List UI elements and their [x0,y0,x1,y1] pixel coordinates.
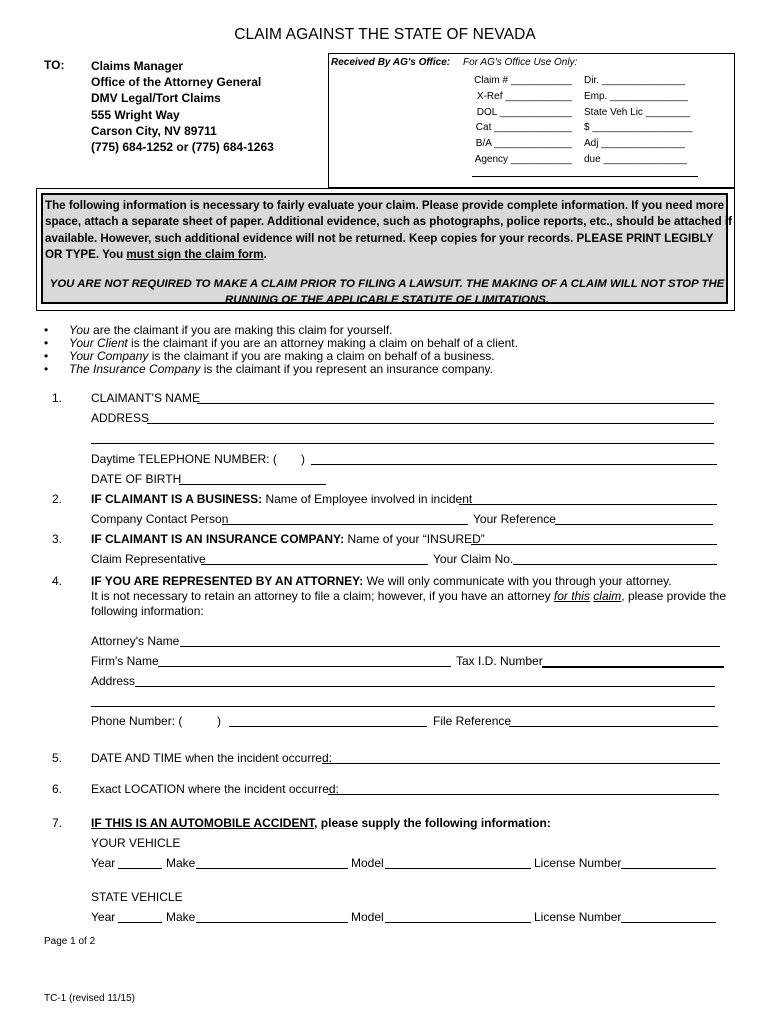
bullet-text: is the claimant if you are an attorney making a claim on behalf of a client. [127,336,518,351]
office-field[interactable]: Emp. ______________ [584,90,688,102]
firm-name-field[interactable] [158,666,451,667]
make-field[interactable] [196,868,348,869]
reference-field[interactable] [555,524,713,525]
license-label: License Number [534,856,622,870]
info-text-span: . [263,247,267,261]
state-license-field[interactable] [621,922,716,923]
list-item: • Your Client is the claimant if you are an attorney making a claim on behalf of a client. [44,336,518,351]
list-item: • Your Company is the claimant if you are making a claim on behalf of a business. [44,349,495,364]
office-field[interactable]: State Veh Lic ________ [584,106,691,118]
address-line: Office of the Attorney General [91,75,262,90]
model-label: Model [351,910,384,924]
info-line: The following information is necessary to fairly evaluate your claim. Please provide complete information. If you need more [45,199,725,212]
info-line: available. However, such additional evidence will not be returned. Keep copies for your records. PLEASE PRINT LEGIBLY [45,231,714,245]
file-reference-label: File Reference [433,714,512,728]
notice-line: YOU ARE NOT REQUIRED TO MAKE A CLAIM PRIOR TO FILING A LAWSUIT. THE MAKING OF A CLAIM WILL NOT STOP THE [49,278,725,290]
insured-field[interactable] [471,544,717,545]
claim-rep-label: Claim Representative [91,552,206,566]
attorney-phone-field[interactable] [229,726,427,727]
list-item: • The Insurance Company is the claimant if you represent an insurance company. [44,362,493,377]
auto-heading-text: , please supply the following information: [314,816,551,830]
office-field[interactable]: $ __________________ [584,122,693,134]
claimant-name-label: CLAIMANT'S NAME [91,391,200,405]
bullet-em: The Insurance Company [69,362,201,377]
office-field[interactable]: DOL _____________ [476,106,572,118]
attorney-name-label: Attorney's Name [91,634,180,648]
section-number: 3. [52,532,63,546]
bullet-text: are the claimant if you are making this claim for yourself. [89,323,393,337]
employee-field[interactable] [459,504,717,505]
address-line: (775) 684-1252 or (775) 684-1263 [91,140,274,155]
attorney-address-field-2[interactable] [91,706,715,707]
received-label: Received By AG's Office: [331,57,451,68]
notice-line: RUNNING OF THE APPLICABLE STATUTE OF LIMITATIONS. [225,294,549,306]
address-line: DMV Legal/Tort Claims [91,91,221,106]
section-number: 7. [52,816,63,830]
license-field[interactable] [621,868,716,869]
bullet-em: Your Client [69,336,128,351]
office-field[interactable]: Agency ___________ [474,153,572,165]
telephone-field[interactable] [311,464,717,465]
business-label [91,492,472,506]
info-text-span: OR TYPE. You [45,247,127,261]
office-field[interactable]: X-Ref ____________ [476,90,572,102]
bullet-em: Your Company [69,349,149,364]
office-right-fields [584,73,692,168]
section-number: 5. [52,751,63,765]
attorney-emphasis: for this [553,589,590,603]
to-label: TO: [44,58,65,72]
dob-label: DATE OF BIRTH [91,472,182,486]
info-line [45,247,732,263]
auto-heading-underlined: IF THIS IS AN AUTOMOBILE ACCIDENT [91,816,315,830]
location-field[interactable] [328,794,719,795]
attorney-text: , please provide the [621,589,727,603]
state-model-field[interactable] [385,922,531,923]
insurance-text: Name of your “INSURED” [344,532,485,546]
firm-name-label: Firm's Name [91,654,159,668]
reference-label: Your Reference [473,512,556,526]
page-number: Page 1 of 2 [44,936,96,947]
state-year-field[interactable] [118,922,162,923]
tax-id-label: Tax I.D. Number [456,654,543,668]
location-label: Exact LOCATION where the incident occurred: [91,782,339,796]
office-field[interactable]: Cat ______________ [475,122,572,134]
attorney-heading-line [91,574,672,588]
attorney-line-2 [91,589,726,603]
bullet-em: You [69,323,90,337]
address-block [91,58,274,155]
your-vehicle-label: YOUR VEHICLE [91,836,181,850]
address-field-2[interactable] [91,443,714,444]
license-label: License Number [534,910,622,924]
date-time-label: DATE AND TIME when the incident occurred: [91,751,332,765]
tax-id-field[interactable] [542,666,724,668]
model-field[interactable] [385,868,531,869]
address-line: 555 Wright Way [91,107,180,122]
office-field[interactable]: due _______________ [584,153,687,165]
section-number: 1. [52,391,63,405]
lawsuit-notice [45,276,729,308]
attorney-name-field[interactable] [180,646,720,647]
office-blank-line[interactable] [472,176,698,177]
attorney-address-field[interactable] [135,686,715,687]
make-label: Make [166,856,196,870]
form-title: CLAIM AGAINST THE STATE OF NEVADA [234,26,536,43]
claim-rep-field[interactable] [201,564,428,565]
section-number: 2. [52,492,63,506]
make-label: Make [166,910,196,924]
office-field[interactable]: Adj _______________ [584,138,685,150]
attorney-heading: IF YOU ARE REPRESENTED BY AN ATTORNEY: [91,574,364,588]
section-number: 4. [52,574,63,588]
attorney-phone-label: Phone Number: ( [91,714,183,728]
form-revision: TC-1 (revised 11/15) [44,993,135,1004]
contact-field[interactable] [222,524,468,525]
address-line: Claims Manager [91,59,184,73]
file-reference-field[interactable] [509,726,718,727]
attorney-line-3: following information: [91,604,204,618]
insurance-label [91,532,485,546]
claimant-name-field[interactable] [197,403,714,404]
attorney-text: We will only communicate with you through your attorney. [363,574,672,588]
year-label: Year [91,856,116,870]
bullet-text: is the claimant if you are making a claim on behalf of a business. [148,349,495,364]
office-left-fields [462,73,572,168]
state-vehicle-label: STATE VEHICLE [91,890,183,904]
bullet-text: is the claimant if you represent an insurance company. [200,362,493,377]
year-field[interactable] [118,868,162,869]
info-line: space, attach a separate sheet of paper. Additional evidence, such as photographs, police reports, etc., should be attached if [45,215,733,229]
office-field[interactable]: B/A ______________ [475,138,572,150]
auto-accident-heading [91,816,551,830]
year-label: Year [91,910,116,924]
dob-field[interactable] [179,484,326,485]
address-field[interactable] [147,423,714,424]
claim-no-label: Your Claim No. [433,552,514,566]
info-text [45,198,732,263]
telephone-label: Daytime TELEPHONE NUMBER: ( [91,452,277,466]
sign-requirement: must sign the claim form [126,247,264,261]
claim-no-field[interactable] [513,564,717,565]
attorney-text: It is not necessary to retain an attorney to file a claim; however, if you have an attorney [91,589,554,603]
section-number: 6. [52,782,63,796]
business-text: Name of Employee involved in incident [262,492,473,506]
office-use-label: For AG's Office Use Only: [463,57,578,68]
attorney-emphasis: claim [593,589,622,603]
model-label: Model [351,856,384,870]
address-label: ADDRESS [91,411,150,425]
list-item: • You are the claimant if you are making this claim for yourself. [44,323,393,337]
date-time-field[interactable] [322,763,720,764]
office-field[interactable]: Dir. _______________ [584,75,686,86]
insurance-heading: IF CLAIMANT IS AN INSURANCE COMPANY: [91,532,345,546]
contact-label: Company Contact Person [91,512,229,526]
business-heading: IF CLAIMANT IS A BUSINESS: [91,492,263,506]
attorney-address-label: Address [91,674,136,688]
state-make-field[interactable] [196,922,348,923]
office-field[interactable]: Claim # ___________ [474,75,572,86]
address-line: Carson City, NV 89711 [91,123,217,138]
bullet-list [44,324,518,376]
attorney-phone-paren: ) [217,714,221,728]
telephone-paren: ) [301,452,305,466]
